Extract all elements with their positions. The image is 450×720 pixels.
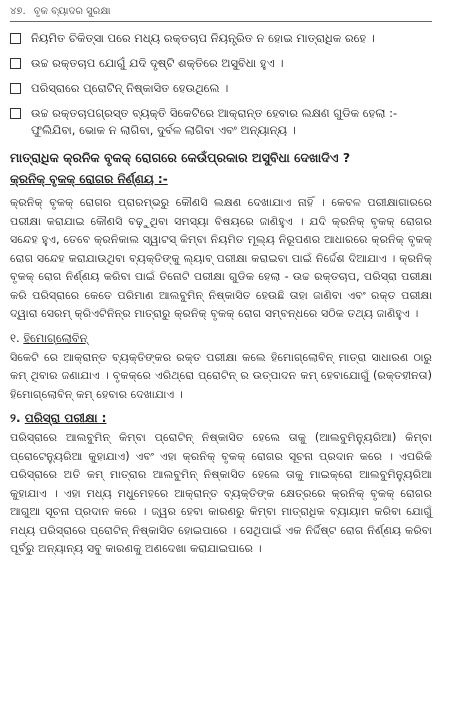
diagnosis-heading-text: କ୍ରନିକ୍ ବୃକକ୍ ରୋଗର ନିର୍ଣ୍ଣୟ :- xyxy=(10,172,168,186)
hemoglobin-paragraph: ସିକେଟି ରେ ଆକ୍ରାନ୍ତ ବ୍ୟକ୍ତିଙ୍କର ରକ୍ତ ପରୀକ୍ଷା କଲେ ହିମୋଗ୍ଲୋବିନ୍ ମାତ୍ରା ସାଧାରଣ ଠାରୁ କମ୍ ଥିବାର ଜଣାଯାଏ । ବୃକକ୍‌ରେ ଏରିଥ୍ରୋ ପ୍ରୋଟିନ୍ ର ଉତ୍ପାଦନ କମ୍ ହେବାଯୋଗୁଁ (ରକ୍ତହୀନତା) ହିମୋଗ୍ଲୋବିନ୍ କମ୍ ହେବାର ଦେଖାଯାଏ । xyxy=(10,350,432,401)
section-title: ପରିସ୍ରା ପରୀକ୍ଷା : xyxy=(24,411,107,425)
checkbox-icon xyxy=(10,58,21,69)
section-heading-urine-test xyxy=(10,410,432,427)
checklist-text: ପରିସ୍ରାରେ ପ୍ରୋଟିନ୍ ନିଷ୍କାସିତ ହେଉଥିଲେ । xyxy=(31,81,229,95)
checklist-item xyxy=(10,30,432,47)
page-header xyxy=(10,6,432,22)
checklist-item xyxy=(10,105,432,139)
checklist-text: ଉଚ୍ଚ ରକ୍ତଚାପ ଯୋଗୁଁ ଯଦି ଦୃଷ୍ଟି ଶକ୍ତିରେ ଅସୁବିଧା ହୁଏ । xyxy=(31,56,284,70)
checklist-item xyxy=(10,55,432,72)
book-title: ବୃକ ବ୍ୟାଦର ସୁରକ୍ଷା xyxy=(33,6,111,17)
page-number: ୪୭. xyxy=(10,6,26,17)
checkbox-icon xyxy=(10,83,21,94)
section-heading-hemoglobin xyxy=(10,330,432,347)
section-number: ୧. xyxy=(10,330,20,345)
section-number: ୨. xyxy=(10,411,21,425)
diagnosis-heading xyxy=(10,171,432,188)
symptom-checklist xyxy=(10,30,432,139)
checkbox-icon xyxy=(10,33,21,44)
checkbox-icon xyxy=(10,108,21,119)
urine-test-paragraph: ପରିସ୍ରାରେ ଆଲବୁମିନ୍ କିମ୍ବା ପ୍ରୋଟିନ୍ ନିଷ୍କାସିତ ହେଲେ ତାକୁ (ଆଲବୁମିନ୍ୟୁରିଆ) କିମ୍ବା ପ୍ରୋଟେନ୍ୟୁରିଆ କୁହାଯାଏ) ଏବଂ ଏହା କ୍ରନିକ୍ ବୃକକ୍ ରୋଗର ସୂଚନା ପ୍ରଦାନ କରେ । ଏପରିକି ପରିସ୍ରାରେ ଅତି କମ୍ ମାତ୍ରାର ଆଲବୁମିନ୍ ନିଷ୍କାସିତ ହେଲେ ତାକୁ ମାଇକ୍ରୋ ଆଲବୁମିନ୍ୟୁରିଆ କୁହାଯାଏ । ଏହା ମଧ୍ୟ ମଧୁମେହରେ ଆକ୍ରାନ୍ତ ବ୍ୟକ୍ତିଙ୍କ କ୍ଷେତ୍ରରେ କ୍ରନିକ୍ ବୃକକ୍ ରୋଗର ଆଗୁଆ ସୂଚନା ପ୍ରଦାନ କରେ । ଜ୍ୱର ହେବା କାରଣରୁ କିମ୍ବା ମାତ୍ରାଧିକ ବ୍ୟାୟାମ କରିବା ଯୋଗୁଁ ମଧ୍ୟ ପରିସ୍ରାରେ ପ୍ରୋଟିନ୍ ନିଷ୍କାସିତ ହୋଇପାରେ । ସେଥିପାଇଁ ଏକ ନିର୍ଦ୍ଦିଷ୍ଟ ରୋଗ ନିର୍ଣ୍ଣୟ କରିବା ପୂର୍ବରୁ ଅନ୍ୟାନ୍ୟ ସବୁ କାରଣକୁ ଅଣଦେଖା କରାଯାଇପାରେ । xyxy=(10,431,432,555)
section-title: ହିମୋଗ୍ଲୋବିନ୍ xyxy=(23,330,88,345)
question-heading: ମାତ୍ରାଧିକ କ୍ରନିକ ବୃକକ୍ ରୋଗରେ କେଉଁପ୍ରକାର ଅସୁବିଧା ଦେଖାଦିଏ ? xyxy=(10,150,351,165)
checklist-text: ନିୟମିତ ଚିକିତ୍ସା ପରେ ମଧ୍ୟ ରକ୍ତଚାପ ନିୟନ୍ତ୍ରିତ ନ ହୋଇ ମାତ୍ରାଧିକ ରହେ । xyxy=(31,31,375,45)
checklist-text: ଉଚ୍ଚ ରକ୍ତଚାପଗ୍ରସ୍ତ ବ୍ୟକ୍ତି ସିକେଟିରେ ଆକ୍ରାନ୍ତ ହେବାର ଲକ୍ଷଣ ଗୁଡିକ ହେଲା :- ଫୁଲିଯିବା, ଭୋକ ନ ଲାଗିବା, ଦୁର୍ବଳ ଲାଗିବା ଏବଂ ଅନ୍ୟାନ୍ୟ । xyxy=(31,106,398,137)
diagnosis-paragraph: କ୍ରନିକ୍ ବୃକକ୍ ରୋଗର ପ୍ରାରମ୍ଭରୁ କୌଣସି ଲକ୍ଷଣ ଦେଖାଯାଏ ନାହିଁ । କେବଳ ପରୀକ୍ଷାଗାରରେ ପରୀକ୍ଷା କରାଯାଇ କୌଣସି ବଢ଼ୁଥିବା ସମସ୍ୟା ବିଷୟରେ ଜାଣିହୁଏ । ଯଦି କ୍ରନିକ୍ ବୃକକ୍ ରୋଗର ସନ୍ଦେହ ହୁଏ, ତେବେ କ୍ରନିକାଲ ସ୍ୱାଟସ୍ କିମ୍ବା ନିୟମିତ ମୂଲ୍ୟ ନିରୂପଣର ଆଧାରରେ କ୍ରନିକ୍ ବୃକକ୍ ରୋଗ ସନ୍ଦେହ କରାଯାଉଥିବା ବ୍ୟକ୍ତିଙ୍କୁ ଲ୍ୟାବ୍ ପରୀକ୍ଷା କରାଇବା ପାଇଁ ନିର୍ଦ୍ଦେଶ ଦିଆଯାଏ । କ୍ରନିକ୍ ବୃକକ୍ ରୋଗ ନିର୍ଣ୍ଣୟ କରିବା ପାଇଁ ତିନୋଟି ପରୀକ୍ଷା ଗୁଡିକ ହେଲା - ଉଚ୍ଚ ରକ୍ତଚାପ, ପରିସ୍ରା ପରୀକ୍ଷା କରି ପରିସ୍ରାରେ କେତେ ପରିମାଣ ଆଲବୁମିନ୍ ନିଷ୍କାସିତ ହେଉଛି ତାହା ଜାଣିବା ଏବଂ ରକ୍ତ ପରୀକ୍ଷା ଦ୍ୱାରା ସେରମ୍ କ୍ରିଏଟିନିନ୍‌ର ମାତ୍ରାରୁ କ୍ରନିକ୍ ବୃକକ୍ ରୋଗ ସମ୍ବନ୍ଧରେ ସଠିକ ତଥ୍ୟ ଜାଣିହୁଏ । xyxy=(10,196,432,320)
checklist-item xyxy=(10,80,432,97)
